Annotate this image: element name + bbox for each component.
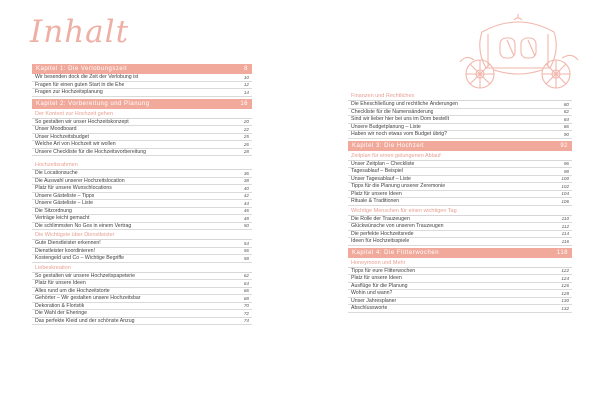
- toc-entry[interactable]: [32, 223, 252, 231]
- toc-entry-page-number: 12: [243, 82, 249, 88]
- toc-entry-label: Platz für unsere Wunschlocations: [35, 185, 112, 192]
- toc-entry-label: Unsere Gästeliste – Liste: [35, 200, 93, 207]
- toc-entry[interactable]: [348, 216, 572, 224]
- toc-entry-label: Rituale & Traditionen: [351, 198, 400, 205]
- toc-entry-label: Gute Dienstleister erkennen!: [35, 240, 101, 247]
- toc-entry[interactable]: [32, 170, 252, 178]
- toc-entry[interactable]: [348, 176, 572, 184]
- toc-entry-page-number: 104: [561, 191, 569, 197]
- toc-entry[interactable]: [348, 238, 572, 246]
- toc-entry-page-number: 72: [243, 310, 249, 316]
- toc-entry-label: Die Auswahl unserer Hochzeitslocation: [35, 177, 125, 184]
- toc-entry-label: Die Eheschließung und rechtliche Änderungen: [351, 101, 458, 108]
- toc-entry[interactable]: [32, 208, 252, 216]
- toc-entry[interactable]: [348, 305, 572, 313]
- section-subheading: Die Wichtigste über Dienstleister: [32, 230, 252, 240]
- toc-entry[interactable]: [32, 119, 252, 127]
- toc-entry[interactable]: [32, 149, 252, 157]
- toc-entry-label: Unsere Gästeliste – Tipps: [35, 192, 95, 199]
- toc-entry-label: Haben wir noch etwas vom Budget übrig?: [351, 131, 448, 138]
- toc-entry-page-number: 22: [243, 126, 249, 132]
- toc-entry[interactable]: [32, 273, 252, 281]
- toc-entry-label: Ausflüge für die Planung: [351, 282, 408, 289]
- toc-entry-label: Das perfekte Kleid und der schönste Anzug: [35, 317, 135, 324]
- toc-entry-label: Die Wahl der Eheringe: [35, 310, 87, 317]
- toc-entry[interactable]: [32, 215, 252, 223]
- toc-entry-label: Unsere Budgetplanung – Liste: [351, 123, 421, 130]
- toc-entry[interactable]: [32, 288, 252, 296]
- toc-entry[interactable]: [348, 298, 572, 306]
- toc-entry[interactable]: [348, 168, 572, 176]
- toc-entry-label: Unser Zeitplan – Checkliste: [351, 160, 415, 167]
- toc-entry-page-number: 84: [563, 116, 569, 122]
- toc-entry[interactable]: [32, 318, 252, 326]
- toc-entry-page-number: 128: [561, 290, 569, 296]
- toc-entry-page-number: 98: [563, 168, 569, 174]
- toc-entry[interactable]: [32, 126, 252, 134]
- toc-entry-label: So gestalten wir unsere Hochzeitspapeterie: [35, 272, 136, 279]
- toc-entry[interactable]: [348, 191, 572, 199]
- toc-entry-label: Glückwünsche von unseren Trauzeugen: [351, 223, 444, 230]
- toc-entry[interactable]: [32, 310, 252, 318]
- toc-entry-page-number: 116: [561, 238, 569, 244]
- toc-entry-page-number: 90: [563, 131, 569, 137]
- chapter-heading[interactable]: [32, 64, 252, 74]
- toc-entry[interactable]: [32, 82, 252, 90]
- toc-entry-label: Unser Tagesablauf – Liste: [351, 175, 411, 182]
- toc-entry-page-number: 64: [243, 280, 249, 286]
- toc-entry[interactable]: [348, 124, 572, 132]
- toc-entry-page-number: 25: [243, 134, 249, 140]
- toc-entry[interactable]: [32, 89, 252, 97]
- toc-entry[interactable]: [348, 116, 572, 124]
- toc-entry-page-number: 46: [243, 208, 249, 214]
- toc-entry-label: Kostengeld und Co – Wichtige Begriffe: [35, 255, 125, 262]
- toc-entry-page-number: 126: [561, 283, 569, 289]
- toc-entry-page-number: 56: [243, 248, 249, 254]
- toc-entry-page-number: 40: [243, 185, 249, 191]
- toc-entry-label: Gehörter – Wir gestalten unsere Hochzeitsbar: [35, 295, 141, 302]
- toc-entry[interactable]: [348, 131, 572, 139]
- toc-entry-label: Wohin und wann?: [351, 290, 393, 297]
- toc-entry-page-number: 54: [243, 240, 249, 246]
- toc-entry[interactable]: [32, 295, 252, 303]
- section-subheading: Zeitplan für einen gelungenen Ablauf: [348, 151, 572, 161]
- toc-entry-label: Ideen für Hochzeitsspiele: [351, 238, 410, 245]
- toc-entry-page-number: 58: [243, 255, 249, 261]
- toc-entry-page-number: 112: [561, 223, 569, 229]
- chapter-label: Kapitel 4: Die Flitterwochen: [352, 249, 440, 256]
- toc-entry-page-number: 132: [561, 305, 569, 311]
- chapter-page-number: 92: [560, 142, 568, 149]
- section-subheading: Wichtige Menschen für einen wichtigen Tag: [348, 206, 572, 216]
- toc-entry-label: Die schlimmsten No Gos in einem Vertrag: [35, 222, 132, 229]
- toc-entry-label: Die Rolle der Trauzeugen: [351, 215, 410, 222]
- toc-entry-page-number: 44: [243, 200, 249, 206]
- toc-entry-label: Platz für unsere Ideen: [351, 275, 402, 282]
- toc-entry-label: So gestalten wir unser Hochzeitskonzept: [35, 118, 129, 125]
- toc-entry-label: Alles rund um die Hochzeitstorte: [35, 287, 110, 294]
- toc-entry-label: Sind wir lieber hier bei uns im Dom bestellt: [351, 116, 450, 123]
- toc-entry[interactable]: [348, 161, 572, 169]
- toc-entry-label: Tipps für die Planung unserer Zeremonie: [351, 183, 446, 190]
- toc-entry[interactable]: [32, 200, 252, 208]
- section-subheading: Finanzen und Rechtliches: [348, 91, 572, 101]
- section-subheading: Honeymoon und Mehr: [348, 258, 572, 268]
- toc-entry[interactable]: [348, 275, 572, 283]
- toc-entry-label: Unsere Checkliste für die Hochzeitsvorbereitung: [35, 148, 147, 155]
- toc-entry-label: Die Locationsuche: [35, 170, 78, 177]
- page-title: Inhalt: [30, 14, 130, 50]
- toc-entry-label: Platz für unsere Ideen: [351, 190, 402, 197]
- toc-entry[interactable]: [348, 223, 572, 231]
- toc-entry-page-number: 62: [243, 273, 249, 279]
- toc-entry-label: Tipps für eure Flitterwochen: [351, 267, 416, 274]
- toc-entry-page-number: 48: [243, 215, 249, 221]
- toc-entry-page-number: 130: [561, 298, 569, 304]
- toc-entry-page-number: 66: [243, 288, 249, 294]
- toc-entry[interactable]: [32, 185, 252, 193]
- toc-entry-page-number: 102: [561, 183, 569, 189]
- toc-entry[interactable]: [348, 198, 572, 206]
- toc-entry[interactable]: [32, 178, 252, 186]
- section-subheading: Liebeskreation: [32, 263, 252, 273]
- toc-entry-page-number: 82: [563, 109, 569, 115]
- toc-entry-label: Dienstleister koordinieren!: [35, 247, 95, 254]
- toc-entry[interactable]: [32, 255, 252, 263]
- toc-entry-label: Fragen für einen guten Start in die Ehe: [35, 81, 125, 88]
- toc-entry[interactable]: [348, 290, 572, 298]
- carriage-icon: [452, 14, 584, 90]
- toc-entry-page-number: 26: [243, 141, 249, 147]
- toc-entry-page-number: 74: [243, 318, 249, 324]
- chapter-label: Kapitel 3: Die Hochzeit: [352, 142, 425, 149]
- toc-entry[interactable]: [32, 280, 252, 288]
- toc-entry-label: Unser Hochzeitsbudget: [35, 133, 89, 140]
- toc-entry-page-number: 42: [243, 193, 249, 199]
- toc-entry-label: Unser Jahresplaner: [351, 297, 397, 304]
- toc-entry-label: Unser Moodboard: [35, 126, 77, 133]
- chapter-page-number: 8: [244, 66, 248, 72]
- toc-entry[interactable]: [32, 248, 252, 256]
- chapter-page-number: 16: [240, 100, 248, 107]
- toc-entry-page-number: 110: [561, 216, 569, 222]
- toc-entry-page-number: 114: [561, 231, 569, 237]
- toc-entry[interactable]: [348, 268, 572, 276]
- toc-entry[interactable]: [32, 303, 252, 311]
- toc-entry[interactable]: [348, 183, 572, 191]
- chapter-heading[interactable]: [348, 141, 572, 151]
- toc-entry-page-number: 20: [243, 119, 249, 125]
- toc-entry-label: Dekoration & Floristik: [35, 302, 85, 309]
- toc-entry-page-number: 36: [243, 170, 249, 176]
- toc-entry-page-number: 106: [561, 198, 569, 204]
- toc-entry[interactable]: [32, 141, 252, 149]
- toc-entry-page-number: 14: [243, 89, 249, 95]
- toc-entry-label: Tagesablauf – Beispiel: [351, 168, 403, 175]
- toc-entry-page-number: 96: [563, 161, 569, 167]
- toc-entry-label: Die perfekte Hochzeitsrede: [351, 230, 414, 237]
- toc-entry-label: Checkliste für die Namensänderung: [351, 108, 434, 115]
- toc-entry-page-number: 100: [561, 176, 569, 182]
- toc-entry-label: Verträge leicht gemacht: [35, 215, 90, 222]
- toc-entry[interactable]: [348, 231, 572, 239]
- toc-entry[interactable]: [348, 283, 572, 291]
- chapter-label: Kapitel 2: Vorbereitung und Planung: [36, 100, 150, 107]
- toc-entry-label: Welche Art von Hochzeit wir wollen: [35, 141, 116, 148]
- toc-entry[interactable]: [32, 240, 252, 248]
- toc-entry-page-number: 28: [243, 149, 249, 155]
- toc-entry-label: Fragen zur Hochzeitsplanung: [35, 89, 103, 96]
- toc-entry-label: Wir besenden dock die Zeit der Verlobung ist: [35, 74, 139, 81]
- toc-entry-label: Die Sitzordnung: [35, 207, 72, 214]
- toc-entry-label: Platz für unsere Ideen: [35, 280, 86, 287]
- toc-entry-page-number: 124: [561, 275, 569, 281]
- toc-entry-label: Abschlussworte: [351, 305, 388, 312]
- chapter-heading[interactable]: [32, 99, 252, 109]
- toc-entry[interactable]: [32, 134, 252, 142]
- toc-entry-page-number: 80: [563, 101, 569, 107]
- section-subheading: Hochzeitsrahmen: [32, 160, 252, 170]
- toc-entry[interactable]: [348, 101, 572, 109]
- toc-entry-page-number: 122: [561, 268, 569, 274]
- toc-entry[interactable]: [32, 74, 252, 82]
- chapter-page-number: 118: [556, 249, 568, 256]
- toc-entry-page-number: 86: [563, 124, 569, 130]
- toc-entry-page-number: 50: [243, 223, 249, 229]
- toc-left-column: [32, 62, 252, 325]
- toc-entry-page-number: 38: [243, 178, 249, 184]
- section-subheading: Der Kontext zur Hochzeit gehen: [32, 109, 252, 119]
- toc-entry-page-number: 68: [243, 295, 249, 301]
- toc-entry[interactable]: [348, 109, 572, 117]
- chapter-heading[interactable]: [348, 248, 572, 258]
- toc-entry-page-number: 70: [243, 303, 249, 309]
- toc-entry-page-number: 10: [243, 74, 249, 80]
- toc-right-column: [348, 91, 572, 313]
- toc-entry[interactable]: [32, 193, 252, 201]
- chapter-label: Kapitel 1: Die Verlobungszeit: [36, 66, 128, 72]
